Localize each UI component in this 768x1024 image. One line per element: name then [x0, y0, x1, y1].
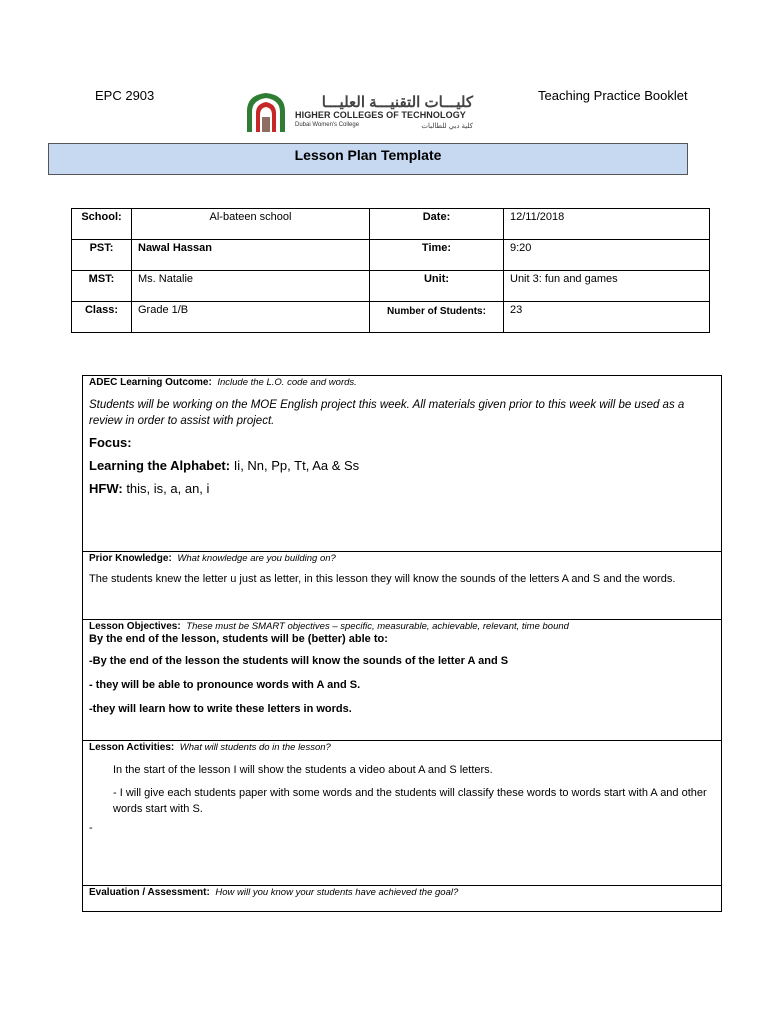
time-label: Time:	[370, 240, 504, 271]
hct-emblem-icon	[243, 91, 289, 133]
lesson-plan-title: Lesson Plan Template	[48, 143, 688, 175]
focus-heading: Focus:	[89, 435, 132, 450]
hct-logo	[243, 91, 473, 133]
table-row	[72, 240, 710, 271]
hfw-label: HFW:	[89, 481, 123, 496]
table-row	[72, 271, 710, 302]
activities-label: Lesson Activities:	[89, 742, 175, 753]
logo-english-name: HIGHER COLLEGES OF TECHNOLOGY	[295, 110, 466, 120]
learning-outcome-section	[83, 376, 721, 552]
pst-label: PST:	[72, 240, 132, 271]
students-value: 23	[504, 302, 710, 333]
objective-item: - they will be able to pronounce words with A and S.	[89, 679, 361, 691]
objectives-label: Lesson Objectives:	[89, 621, 181, 632]
evaluation-section	[83, 886, 721, 911]
alphabet-line	[89, 458, 715, 473]
class-label: Class:	[72, 302, 132, 333]
objectives-intro: By the end of the lesson, students will be (better) able to:	[89, 633, 388, 645]
logo-campus-arabic: كلية دبي للطالبات	[421, 123, 473, 130]
table-row	[72, 209, 710, 240]
outcome-label: ADEC Learning Outcome:	[89, 377, 212, 388]
section-header	[89, 742, 715, 753]
objective-item: -they will learn how to write these letters in words.	[89, 703, 352, 715]
activities-hint: What will students do in the lesson?	[179, 742, 331, 753]
objective-item: -By the end of the lesson the students will know the sounds of the letter A and S	[89, 655, 509, 667]
date-value: 12/11/2018	[504, 209, 710, 240]
lesson-plan-sections	[82, 375, 722, 912]
prior-label: Prior Knowledge:	[89, 553, 172, 564]
unit-value: Unit 3: fun and games	[504, 271, 710, 302]
section-header	[89, 377, 715, 388]
prior-text: The students knew the letter u just as letter, in this lesson they will know the sounds of the letters A and S and the words.	[89, 573, 676, 585]
outcome-hint: Include the L.O. code and words.	[217, 377, 357, 388]
course-code: EPC 2903	[95, 88, 155, 103]
prior-hint: What knowledge are you building on?	[177, 553, 336, 564]
section-header	[89, 553, 715, 564]
logo-arabic-name: كليـــات التقنيـــة العليـــا	[321, 94, 473, 111]
hfw-line	[89, 481, 715, 496]
students-label: Number of Students:	[370, 302, 504, 333]
activity-item: - I will give each students paper with some words and the students will classify these words to words start with A and other words start with S.	[113, 787, 707, 815]
table-row	[72, 302, 710, 333]
activities-section	[83, 741, 721, 886]
evaluation-label: Evaluation / Assessment:	[89, 887, 210, 898]
pst-value: Nawal Hassan	[132, 240, 370, 271]
objectives-section	[83, 620, 721, 741]
outcome-text: Students will be working on the MOE English project this week. All materials given prior to this week will be used as a review in order to assist with project.	[89, 399, 685, 427]
prior-knowledge-section	[83, 552, 721, 620]
time-value: 9:20	[504, 240, 710, 271]
section-header	[89, 621, 715, 632]
lesson-info-table	[71, 208, 710, 333]
hfw-value: this, is, a, an, i	[122, 481, 210, 496]
objectives-hint: These must be SMART objectives – specific, measurable, achievable, relevant, time bound	[186, 621, 569, 632]
mst-value: Ms. Natalie	[132, 271, 370, 302]
evaluation-hint: How will you know your students have achieved the goal?	[215, 887, 459, 898]
date-label: Date:	[370, 209, 504, 240]
class-value: Grade 1/B	[132, 302, 370, 333]
section-header	[89, 887, 715, 898]
alphabet-value: Ii, Nn, Pp, Tt, Aa & Ss	[230, 458, 360, 473]
alphabet-label: Learning the Alphabet:	[89, 458, 231, 473]
mst-label: MST:	[72, 271, 132, 302]
logo-campus-english: Dubai Women's College	[295, 122, 360, 128]
unit-label: Unit:	[370, 271, 504, 302]
school-label: School:	[72, 209, 132, 240]
school-value: Al-bateen school	[132, 209, 370, 240]
activity-item: In the start of the lesson I will show the students a video about A and S letters.	[113, 764, 493, 776]
activity-dash: -	[89, 822, 93, 834]
booklet-title: Teaching Practice Booklet	[538, 88, 688, 103]
